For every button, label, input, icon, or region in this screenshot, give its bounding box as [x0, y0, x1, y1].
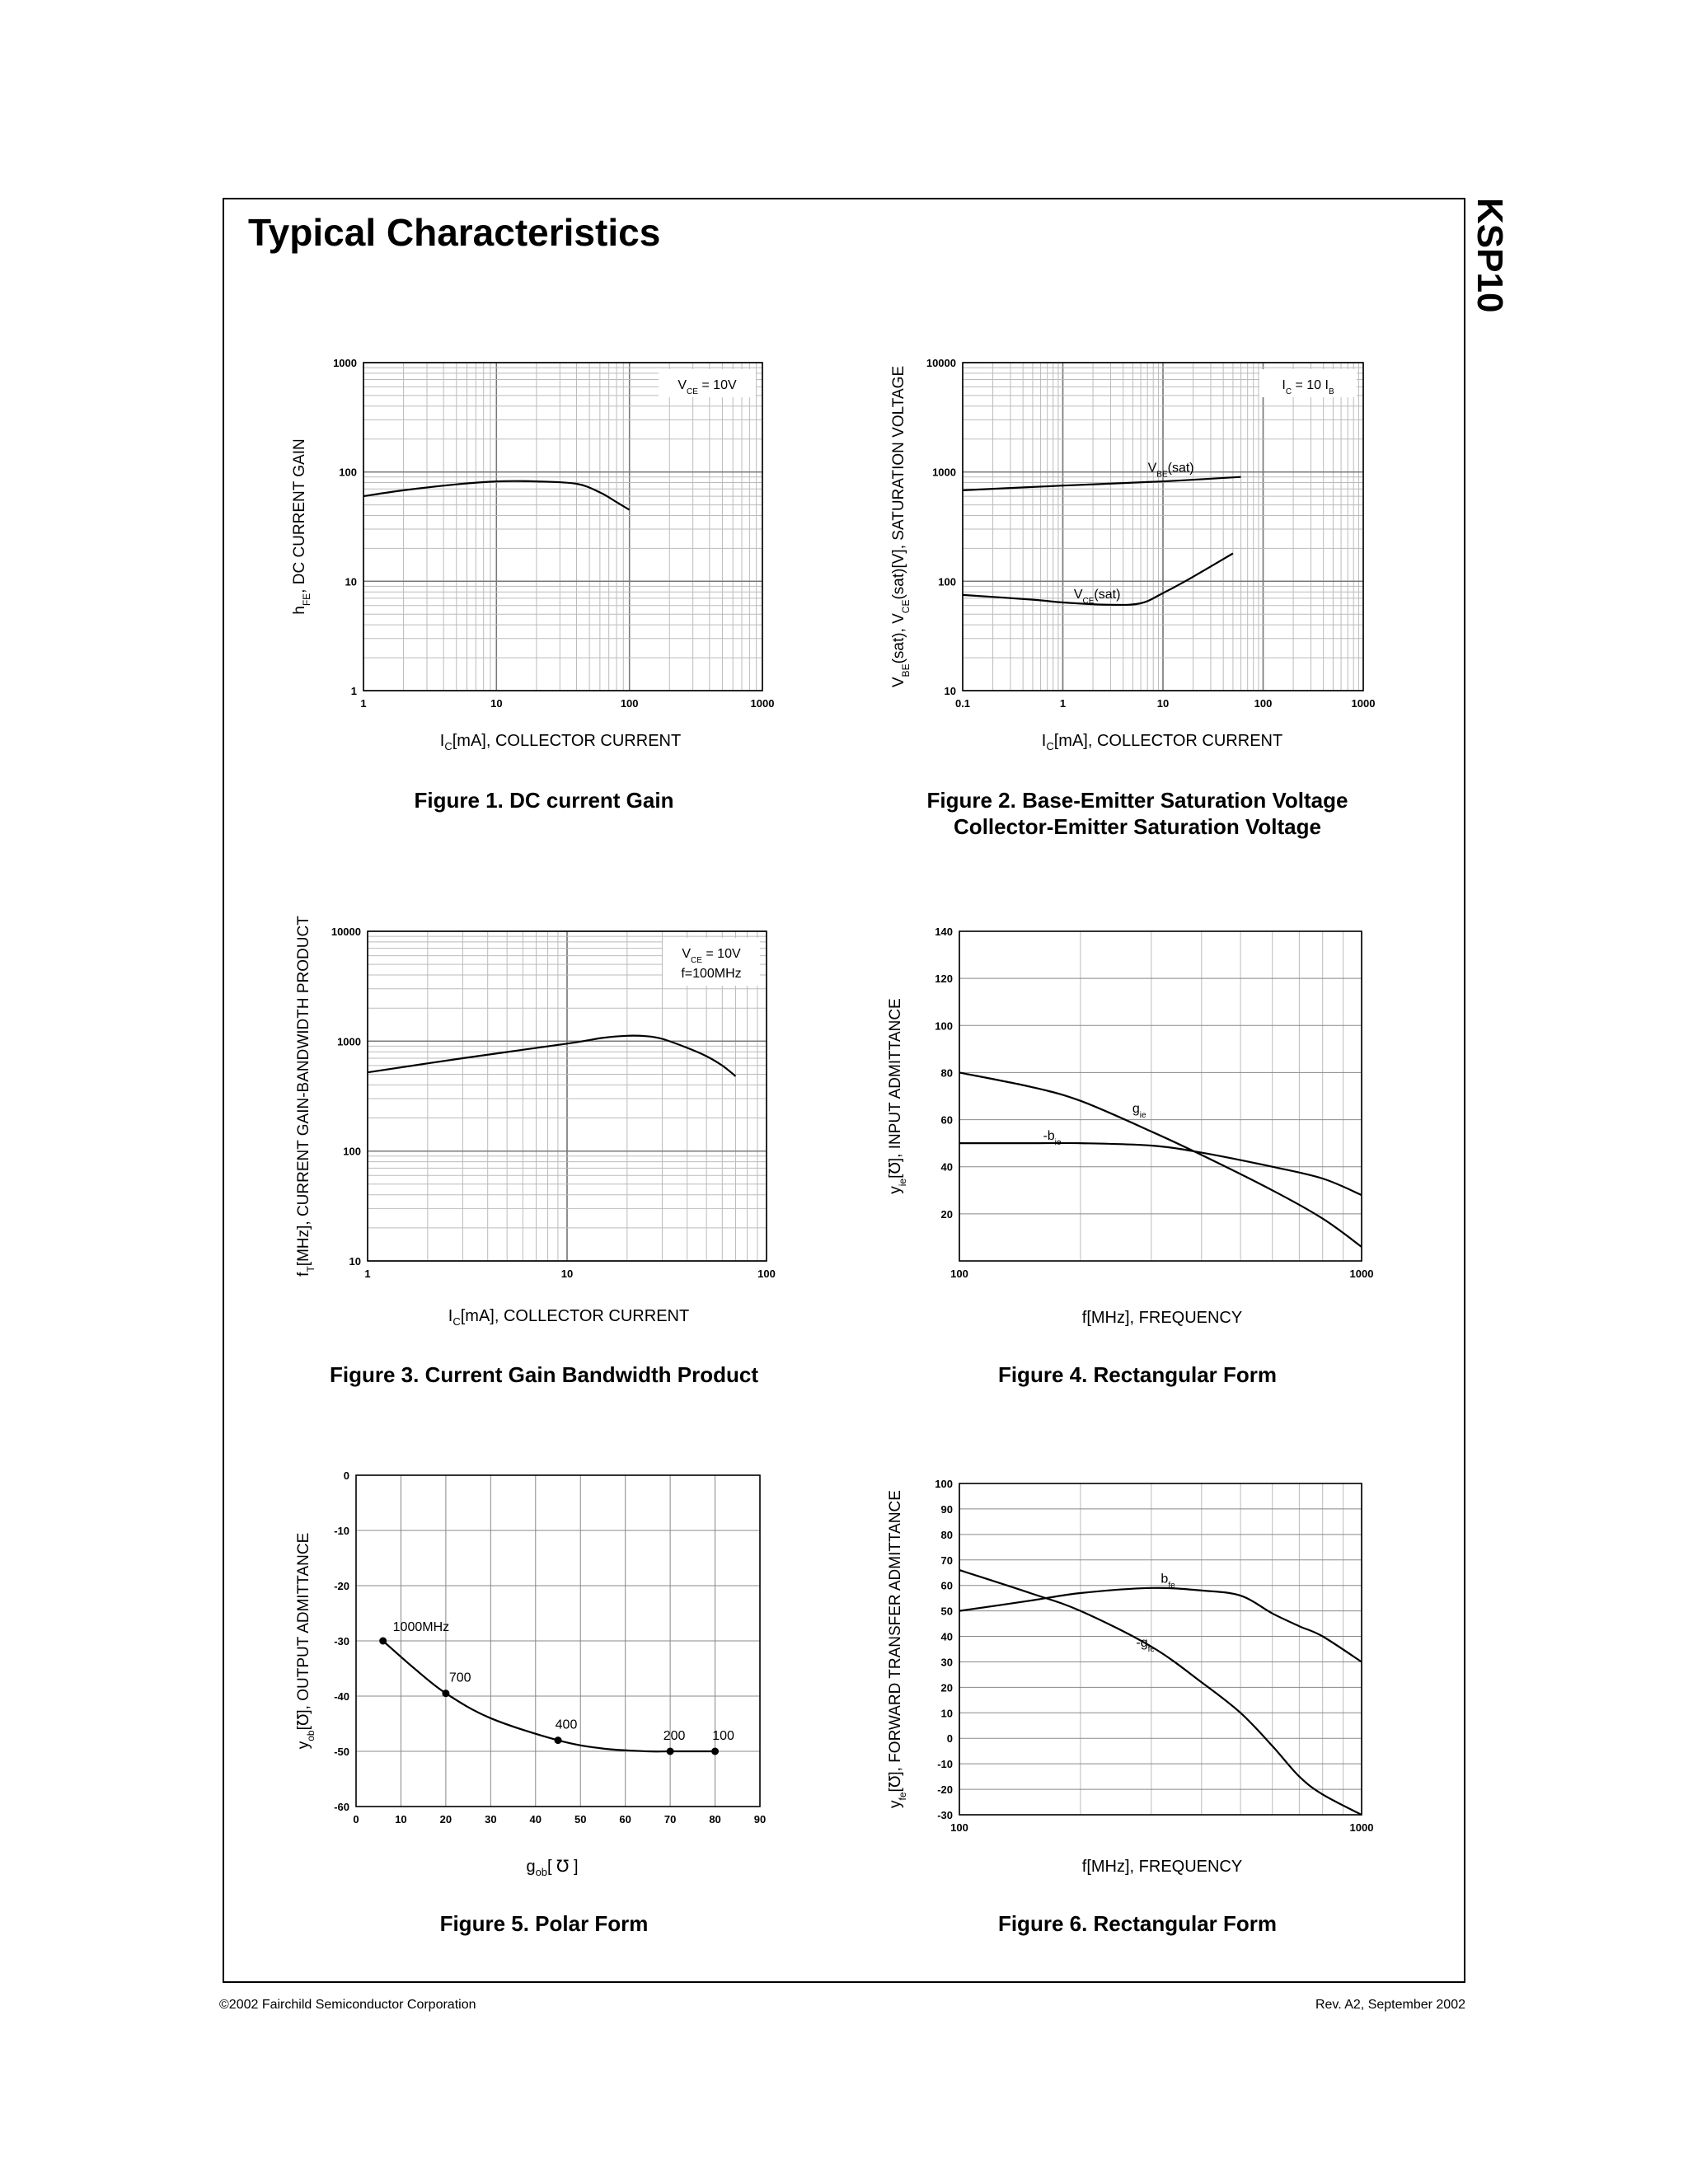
- data-point-label: 400: [555, 1718, 578, 1732]
- y-axis-title: $y_{ob}[℧]$, OUTPUT ADMITTANCE: [295, 1532, 316, 1750]
- y-tick-label: 1: [350, 685, 357, 697]
- x-tick-label: 100: [950, 1268, 968, 1280]
- y-tick-label: 60: [940, 1579, 953, 1592]
- x-tick-label: 10: [395, 1813, 407, 1825]
- chart4-caption: Figure 4. Rectangular Form: [997, 1362, 1278, 1387]
- x-tick-label: 100: [1254, 697, 1273, 710]
- x-tick-label: 50: [574, 1813, 587, 1825]
- chart2-x-label: $I_C[mA]$, COLLECTOR CURRENT: [1041, 732, 1283, 752]
- data-point-label: 100: [712, 1729, 734, 1743]
- chart-saturation-voltage: [874, 346, 1385, 717]
- data-point-label: 1000MHz: [392, 1620, 450, 1634]
- chart-svg: [874, 1471, 1385, 1842]
- x-tick-label: 10: [490, 697, 503, 710]
- chart-svg: [874, 346, 1385, 717]
- chart1-x-label: $I_C[mA]$, COLLECTOR CURRENT: [439, 732, 682, 752]
- y-tick-label: -30: [334, 1635, 349, 1647]
- x-tick-label: 0: [353, 1813, 359, 1825]
- chart-output-admittance: [280, 1471, 791, 1842]
- chart1-caption: Figure 1. DC current Gain: [414, 788, 674, 813]
- grid: [959, 1483, 1362, 1815]
- data-point: [442, 1690, 449, 1697]
- y-tick-label: -20: [937, 1783, 953, 1797]
- y-axis-title: $y_{ie}[℧]$, INPUT ADMITTANCE: [887, 998, 908, 1194]
- chart-input-admittance: [874, 919, 1385, 1290]
- series-label: $V_{CE}(sat)$: [1073, 587, 1121, 606]
- series-line: [963, 477, 1241, 490]
- data-point: [555, 1736, 562, 1744]
- series-line: [959, 1588, 1362, 1662]
- x-tick-label: 80: [709, 1813, 721, 1825]
- x-tick-label: 70: [663, 1813, 677, 1825]
- chart6-x-label: f[MHz], FREQUENCY: [1081, 1858, 1243, 1876]
- y-tick-label: 1000: [333, 357, 357, 369]
- series-label: $g_{ie}$: [1132, 1102, 1146, 1120]
- chart5-x-label: $g_{ob}$[ ℧ ]: [526, 1858, 579, 1878]
- y-tick-label: 60: [940, 1113, 953, 1127]
- y-tick-label: 100: [935, 1478, 953, 1490]
- y-tick-label: 140: [935, 926, 953, 938]
- y-tick-label: 70: [940, 1554, 953, 1567]
- x-tick-label: 100: [757, 1268, 776, 1280]
- annotation-text: $I_C = 10$ $I_B$: [1282, 378, 1334, 396]
- x-tick-label: 1000: [1349, 1268, 1374, 1280]
- chart-forward-transfer-admittance: [874, 1471, 1385, 1842]
- chart2-caption: [890, 787, 1385, 840]
- y-tick-label: -10: [334, 1525, 349, 1537]
- chart5-caption: Figure 5. Polar Form: [439, 1911, 649, 1936]
- series-line: [959, 1072, 1362, 1247]
- x-tick-label: 40: [529, 1813, 542, 1825]
- data-point-label: 200: [663, 1729, 686, 1743]
- grid: [356, 1475, 760, 1807]
- x-tick-label: 0.1: [954, 697, 971, 710]
- grid: [963, 363, 1363, 691]
- y-tick-label: -30: [937, 1809, 953, 1821]
- x-tick-label: 100: [950, 1821, 968, 1834]
- y-tick-label: 1000: [932, 466, 956, 479]
- y-axis-title: $h_{FE}$, DC CURRENT GAIN: [291, 438, 312, 615]
- data-point: [379, 1638, 387, 1645]
- chart2-caption-line1: Figure 2. Base-Emitter Saturation Voltage: [926, 788, 1348, 813]
- x-tick-label: 20: [439, 1813, 452, 1825]
- chart-dc-current-gain: [280, 346, 791, 717]
- x-tick-label: 1: [360, 697, 367, 710]
- y-tick-label: 90: [940, 1502, 953, 1516]
- annotation-text: $V_{CE} = 10V$: [678, 378, 737, 396]
- y-tick-label: 40: [940, 1160, 953, 1174]
- y-tick-label: -10: [937, 1758, 953, 1771]
- part-number-text: KSP10: [1470, 198, 1510, 313]
- y-tick-label: -40: [334, 1690, 349, 1703]
- y-tick-label: 10: [345, 575, 357, 588]
- y-tick-label: 1000: [337, 1035, 361, 1048]
- grid: [363, 363, 762, 691]
- chart3-x-label: $I_C[mA]$, COLLECTOR CURRENT: [448, 1307, 690, 1328]
- x-tick-label: 1000: [750, 697, 775, 710]
- y-tick-label: 50: [940, 1605, 953, 1618]
- y-tick-label: 10: [349, 1255, 361, 1268]
- x-tick-label: 1000: [1349, 1821, 1374, 1834]
- y-tick-label: 40: [940, 1630, 953, 1643]
- x-tick-label: 30: [485, 1813, 497, 1825]
- y-tick-label: 10000: [331, 926, 361, 938]
- x-tick-label: 10: [560, 1268, 574, 1280]
- chart-gain-bandwidth: [280, 916, 791, 1290]
- x-tick-label: 10: [1156, 697, 1170, 710]
- y-tick-label: 100: [339, 466, 357, 479]
- chart4-x-label: f[MHz], FREQUENCY: [1081, 1309, 1243, 1327]
- plot-frame: [959, 1483, 1362, 1815]
- y-tick-label: 10000: [926, 357, 956, 369]
- footer-copyright: ©2002 Fairchild Semiconductor Corporation: [219, 1998, 476, 2012]
- y-tick-label: 0: [343, 1469, 349, 1482]
- x-tick-label: 100: [620, 697, 639, 710]
- y-tick-label: 20: [940, 1681, 953, 1694]
- page-title: Typical Characteristics: [248, 211, 661, 254]
- y-tick-label: 100: [938, 575, 956, 588]
- y-tick-label: 80: [940, 1066, 953, 1080]
- series-label: $-g_{fe}$: [1136, 1635, 1155, 1654]
- chart-svg: [280, 346, 791, 717]
- series-line: [959, 1570, 1362, 1815]
- y-tick-label: -50: [334, 1746, 349, 1758]
- y-tick-label: 10: [944, 685, 956, 697]
- x-tick-label: 1000: [1351, 697, 1376, 710]
- plot-frame: [363, 363, 762, 691]
- y-tick-label: 100: [343, 1145, 361, 1158]
- footer-revision: Rev. A2, September 2002: [1315, 1998, 1465, 2012]
- chart-svg: [874, 919, 1385, 1290]
- y-axis-title: $y_{fe}[℧]$, FORWARD TRANSFER ADMITTANCE: [887, 1490, 908, 1808]
- y-tick-label: 20: [940, 1207, 953, 1221]
- data-point: [711, 1748, 719, 1755]
- x-tick-label: 90: [753, 1813, 767, 1825]
- y-tick-label: 80: [940, 1528, 953, 1541]
- chart3-caption: Figure 3. Current Gain Bandwidth Product: [329, 1362, 759, 1387]
- data-point: [667, 1748, 674, 1755]
- chart-svg: [280, 916, 791, 1290]
- annotation-text: $V_{CE} = 10V$: [682, 947, 741, 965]
- series-line: [959, 1143, 1362, 1195]
- y-tick-label: 10: [940, 1707, 953, 1720]
- y-tick-label: -20: [334, 1580, 349, 1592]
- y-tick-label: 0: [946, 1732, 953, 1746]
- x-tick-label: 60: [619, 1813, 631, 1825]
- y-tick-label: 100: [935, 1019, 953, 1033]
- series-label: $V_{BE}(sat)$: [1147, 461, 1194, 480]
- part-number: [1470, 198, 1510, 330]
- y-axis-title: $f_T[MHz]$, CURRENT GAIN-BANDWIDTH PRODUCT: [295, 916, 316, 1277]
- plot-frame: [959, 931, 1362, 1261]
- chart6-caption: Figure 6. Rectangular Form: [997, 1911, 1278, 1936]
- grid: [959, 931, 1362, 1261]
- y-axis-title: $V_{BE}(sat)$, $V_{CE}(sat)[V]$, SATURATION VOLTAGE: [890, 365, 912, 688]
- x-tick-label: 1: [364, 1268, 371, 1280]
- chart2-caption-line2: Collector-Emitter Saturation Voltage: [954, 814, 1321, 839]
- data-point-label: 700: [448, 1671, 471, 1685]
- series-label: $b_{fe}$: [1160, 1572, 1175, 1591]
- y-tick-label: -60: [334, 1801, 349, 1813]
- series-label: $-b_{ie}$: [1043, 1128, 1062, 1147]
- y-tick-label: 30: [940, 1656, 953, 1669]
- y-tick-label: 120: [935, 972, 953, 986]
- x-tick-label: 1: [1059, 697, 1067, 710]
- chart-svg: [280, 1471, 791, 1842]
- annotation-text: f=100MHz: [681, 967, 742, 981]
